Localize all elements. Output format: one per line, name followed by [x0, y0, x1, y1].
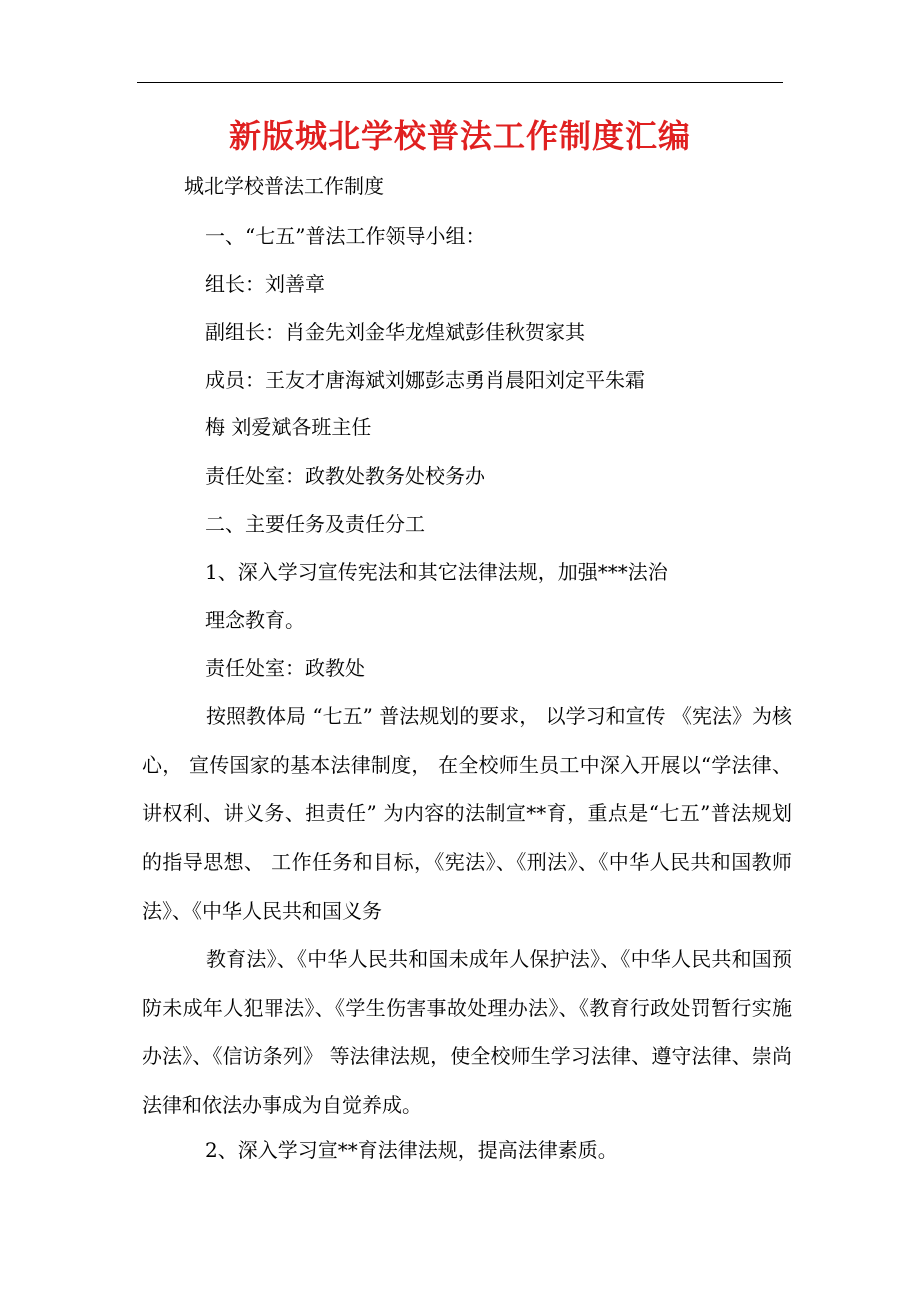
task-2: 2、深入学习宣**育法律法规，提高法律素质。: [205, 1138, 618, 1162]
section-heading-leadership-group: 一、“七五”普法工作领导小组：: [205, 224, 486, 248]
section-heading-main-tasks: 二、主要任务及责任分工: [205, 512, 425, 536]
document-subtitle: 城北学校普法工作制度: [184, 174, 384, 198]
task-1-line-1: 1、深入学习宣传宪法和其它法律法规，加强***法治: [205, 560, 668, 584]
responsible-office-2: 责任处室：政教处: [205, 656, 365, 680]
document-title: 新版城北学校普法工作制度汇编: [228, 117, 691, 155]
task-1-line-2: 理念教育。: [205, 608, 305, 632]
responsible-office-1: 责任处室：政教处教务处校务办: [205, 464, 485, 488]
group-leader: 组长：刘善章: [205, 272, 325, 296]
body-paragraph-1: 按照教体局 “七五” 普法规划的要求， 以学习和宣传 《宪法》为核心， 宣传国家的基本法律制度， 在全校师生员工中深入开展以“学法律、 讲权利、讲义务、担责任” 为内容的法制宣**育，重点是“七五”普法规划的指导思想、 工作任务和目标，《宪法》、《刑法》、《中华人民共和国教师法》、《中华人民共和国义务: [142, 704, 792, 923]
body-paragraph-2: 教育法》、《中华人民共和国未成年人保护法》、《中华人民共和国预防未成年人犯罪法》、《学生伤害事故处理办法》、《教育行政处罚暂行实施办法》、《信访条列》 等法律法规，使全校师生学习法律、遵守法律、崇尚法律和依法办事成为自觉养成。: [142, 947, 792, 1118]
header-rule: [137, 82, 783, 83]
deputy-leaders: 副组长：肖金先刘金华龙煌斌彭佳秋贺家其: [205, 320, 585, 344]
members-line-1: 成员：王友才唐海斌刘娜彭志勇肖晨阳刘定平朱霜: [205, 368, 645, 392]
members-line-2: 梅 刘爱斌各班主任: [205, 415, 372, 439]
